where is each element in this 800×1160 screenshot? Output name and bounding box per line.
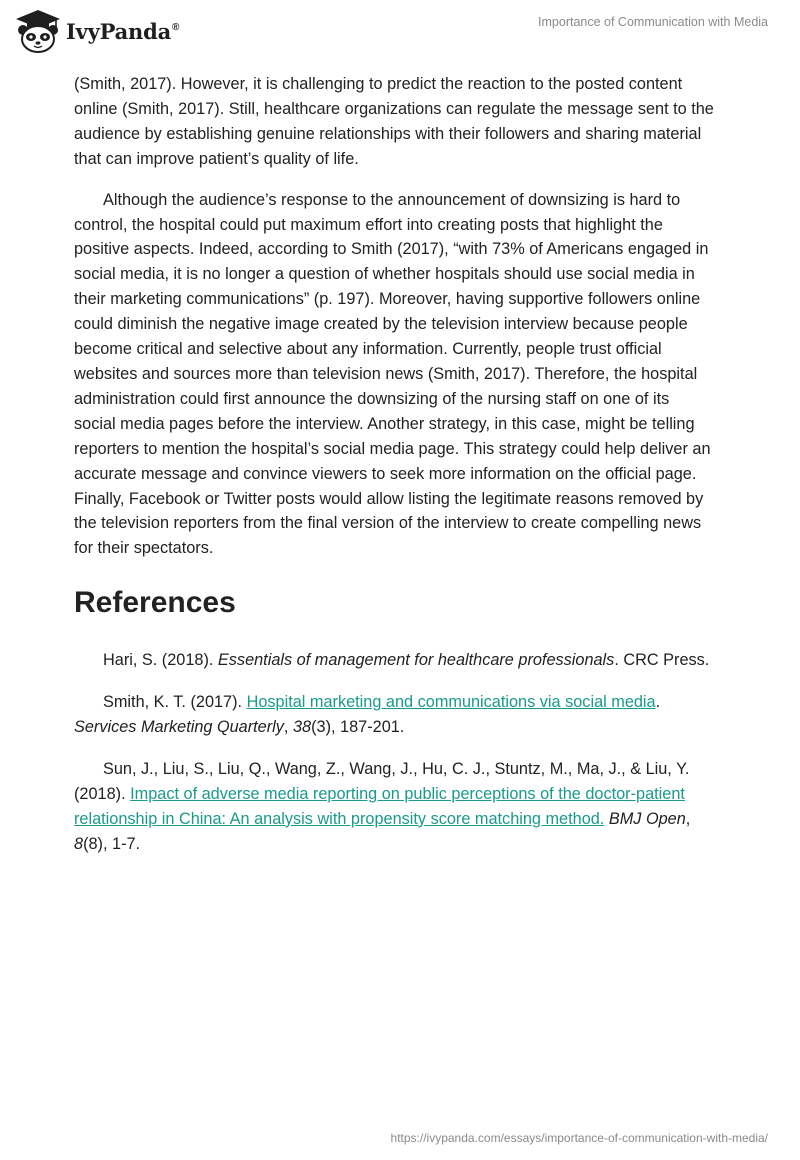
paragraph-1: (Smith, 2017). However, it is challenging to predict the reaction to the posted content online (Smith, 2017). Still, healthcare organizations can regulate the message sent to the audience by establishing genuine relationships with their followers and sharing material that can improve patient’s quality of life.	[74, 75, 714, 168]
page-header	[0, 0, 800, 64]
references-heading: References	[74, 586, 236, 620]
reference-smith-journal: Services Marketing Quarterly	[74, 718, 284, 737]
running-title: Importance of Communication with Media	[538, 15, 768, 29]
ivypanda-logo[interactable]	[14, 8, 179, 54]
reference-smith: Smith, K. T. (2017). Hospital marketing and communications via social media. Services Marketing Quarterly, 38(3), 187-201.	[74, 693, 661, 737]
reference-sun-volume: 8	[74, 834, 84, 853]
reference-smith-volume: 38	[292, 718, 312, 737]
reference-hari: Hari, S. (2018). Essentials of management for healthcare professionals. CRC Press.	[103, 651, 710, 670]
paragraph-2: Although the audience’s response to the announcement of downsizing is hard to control, the hospital could put maximum effort into creating posts that highlight the positive aspects. Indeed, according to Smith (2017), “with 73% of Americans engaged in social media, it is no longer a question of whether hospitals should use social media in their marketing communications” (p. 197). Moreover, having supportive followers online could diminish the negative image created by the television interview because people become critical and selective about any information. Currently, people trust official websites and sources more than television news (Smith, 2017). Therefore, the hospital administration could first announce the downsizing of the nursing staff on one of its social media pages before the interview. Another strategy, in this case, might be telling reporters to mention the hospital’s social media page. This strategy could help deliver an accurate message and convince viewers to seek more information on the official page. Finally, Facebook or Twitter posts would allow listing the legitimate reasons removed by the television reporters from the final version of the interview to create compelling news for their spectators.	[74, 190, 711, 558]
footer-url[interactable]: https://ivypanda.com/essays/importance-of-communication-with-media/	[390, 1131, 768, 1145]
reference-sun: Sun, J., Liu, S., Liu, Q., Wang, Z., Wang, J., Hu, C. J., Stuntz, M., Ma, J., & Liu, Y. (2018). Impact of adverse media reporting on public perceptions of the doctor-patient relationship in China: An analysis with propensity score matching method. BMJ Open, 8(8), 1-7.	[74, 759, 691, 853]
reference-sun-link[interactable]: Impact of adverse media reporting on public perceptions of the doctor-patient relationship in China: An analysis with propensity score matching method.	[74, 784, 685, 828]
reference-sun-journal: BMJ Open	[608, 809, 686, 828]
reference-smith-link[interactable]: Hospital marketing and communications via social media	[246, 693, 656, 712]
essay-content	[74, 72, 714, 874]
brand-name: IvyPanda®	[66, 18, 180, 44]
registered-mark: ®	[172, 21, 180, 33]
panda-graduate-icon	[14, 8, 62, 54]
reference-hari-title: Essentials of management for healthcare professionals	[217, 651, 615, 670]
